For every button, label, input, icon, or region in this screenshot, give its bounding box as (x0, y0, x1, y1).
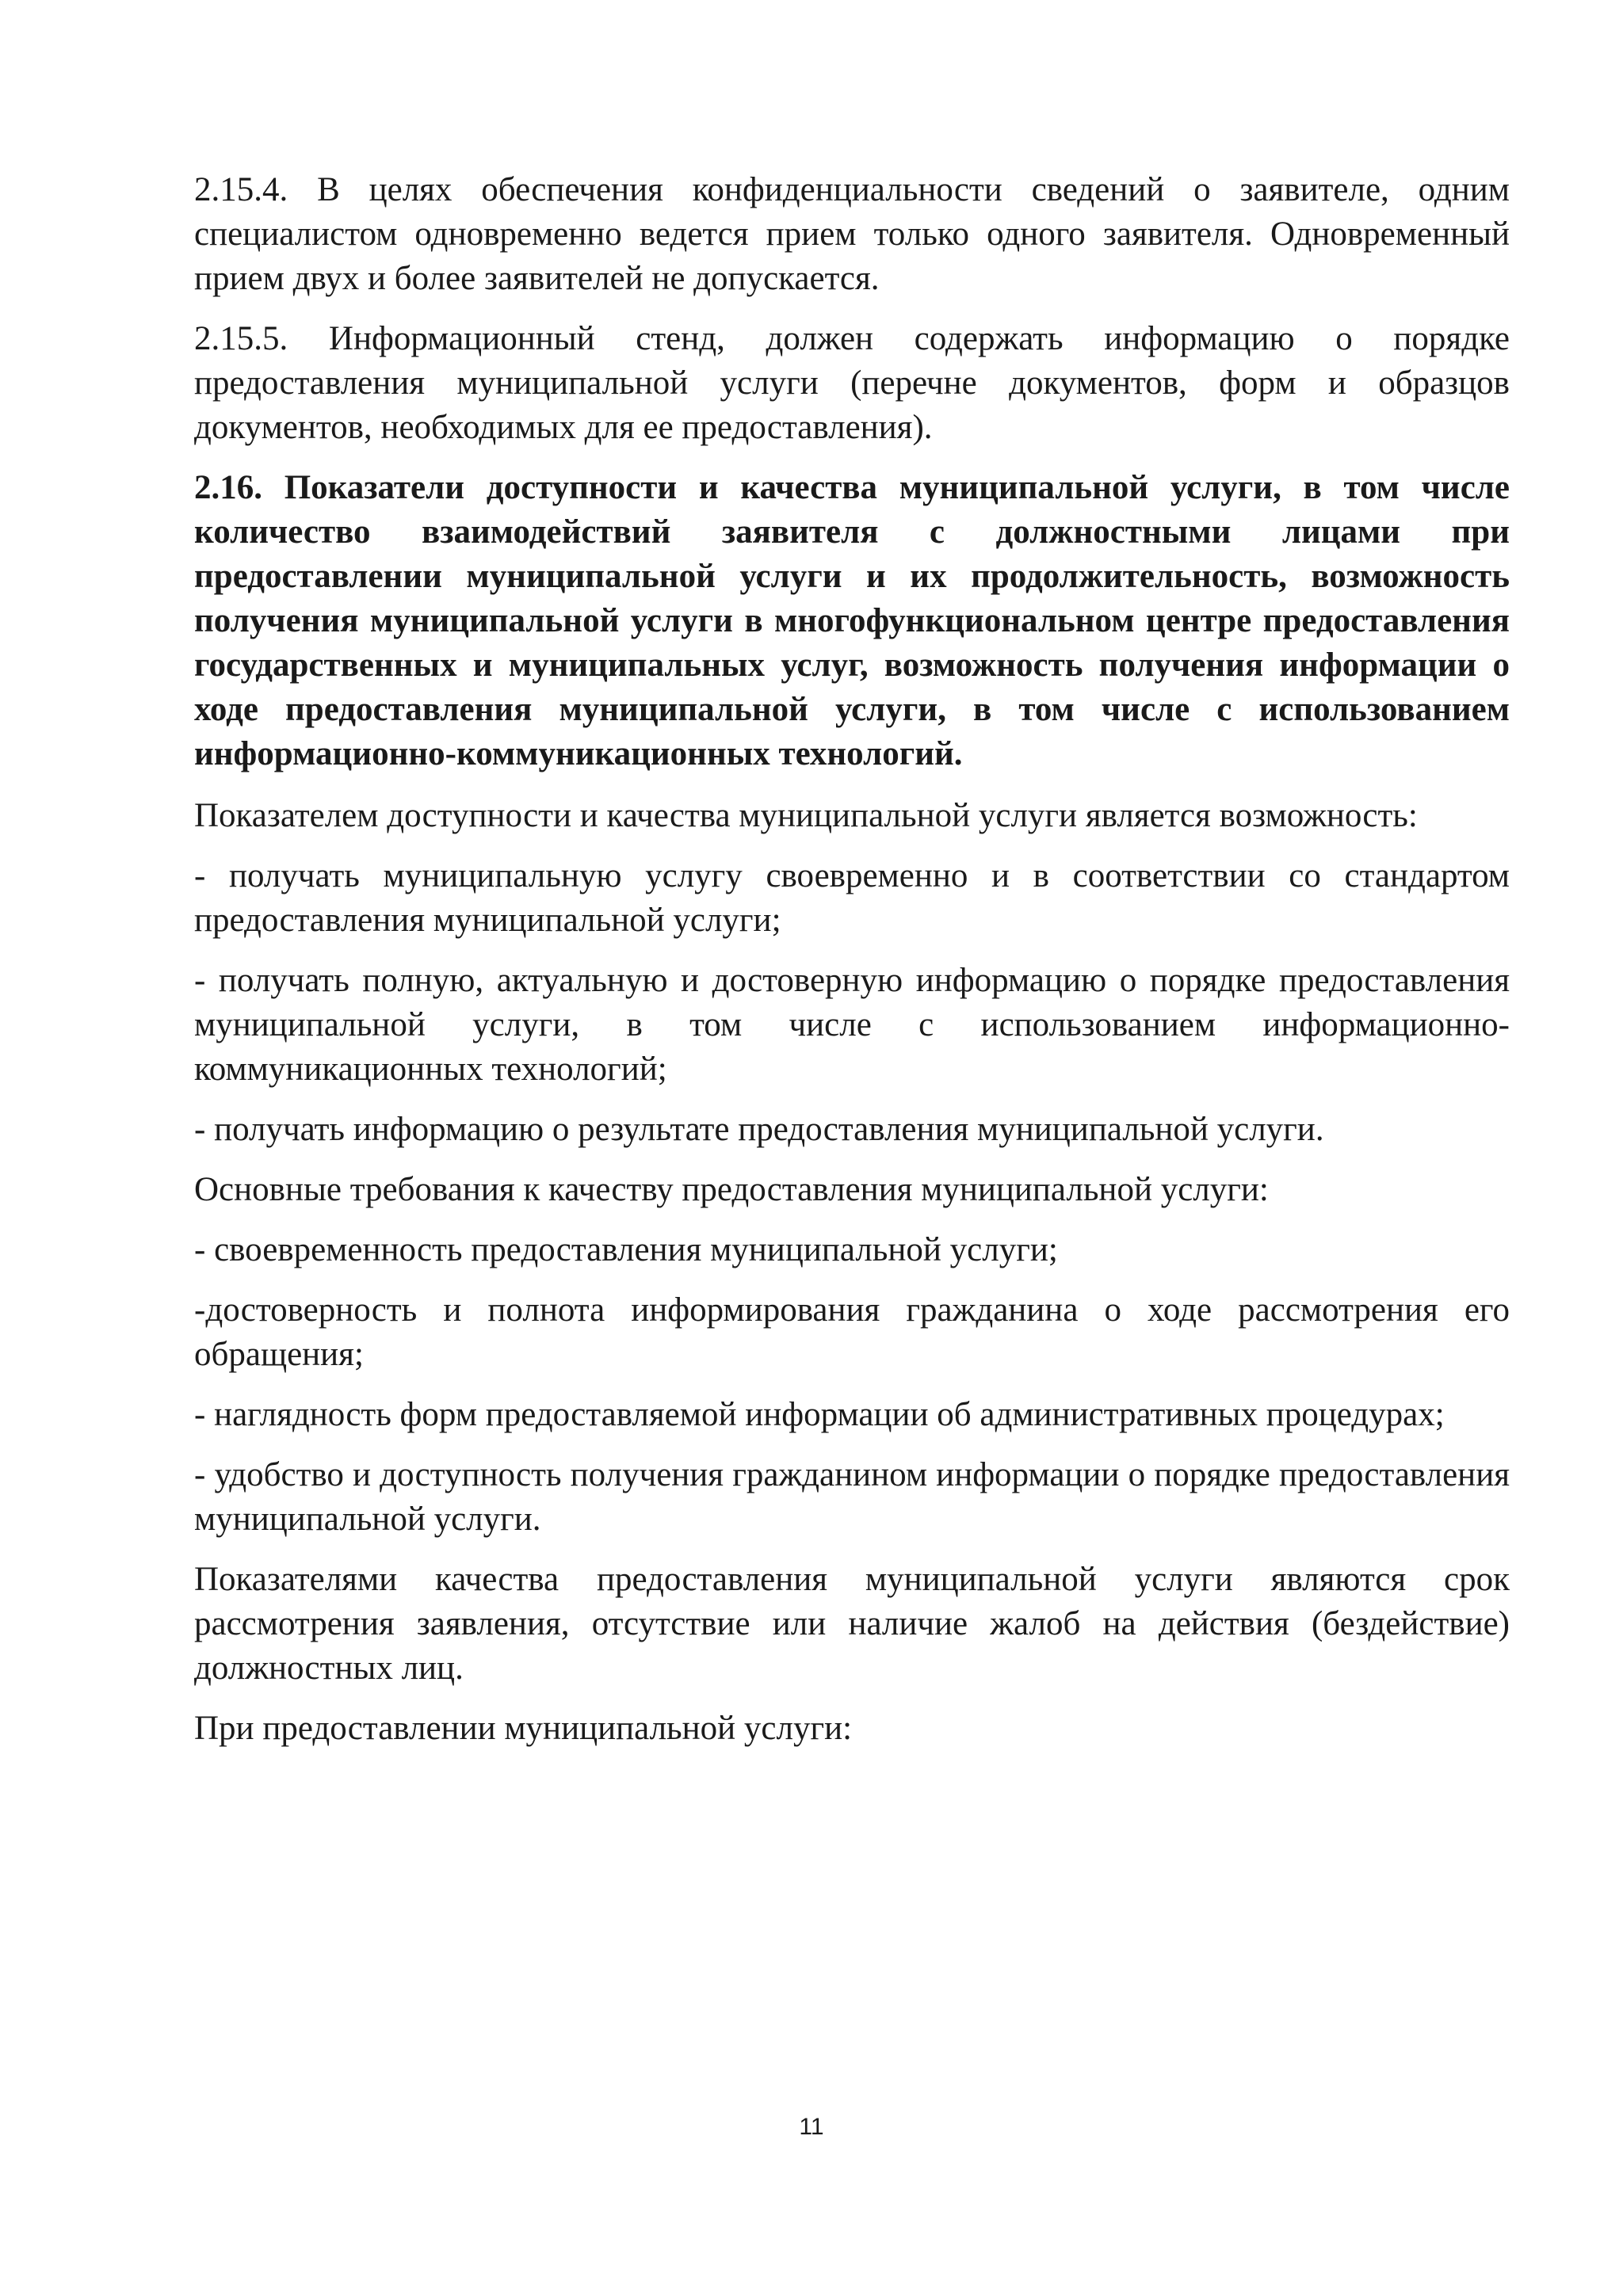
paragraph-quality-indicators: Показателями качества предоставления муниципальной услуги являются срок рассмотрения заявления, отсутствие или наличие жалоб на действия (бездействие) должностных лиц. (194, 1561, 1510, 1687)
paragraph-availability-indicator: Показателем доступности и качества муниципальной услуги является возможность: (194, 797, 1418, 834)
paragraph-2-15-5: 2.15.5. Информационный стенд, должен содержать информацию о порядке предоставления муниципальной услуги (перечне документов, форм и образцов документов, необходимых для ее предоставления). (194, 320, 1510, 446)
list-item-timeliness: - своевременность предоставления муниципальной услуги; (194, 1231, 1058, 1268)
document-body (194, 168, 1510, 1767)
list-item-full-information: - получать полную, актуальную и достоверную информацию о порядке предоставления муниципальной услуги, в том числе с использованием информационно-коммуникационных технологий; (194, 962, 1510, 1088)
paragraph-2-15-4: 2.15.4. В целях обеспечения конфиденциальности сведений о заявителе, одним специалистом одновременно ведется прием только одного заявителя. Одновременный прием двух и более заявителей не допускается. (194, 171, 1510, 297)
paragraph-quality-requirements: Основные требования к качеству предоставления муниципальной услуги: (194, 1171, 1269, 1208)
list-item-convenience: - удобство и доступность получения гражданином информации о порядке предоставления муниципальной услуги. (194, 1456, 1510, 1538)
list-item-timely-service: - получать муниципальную услугу своевременно и в соответствии со стандартом предоставления муниципальной услуги; (194, 857, 1510, 939)
list-item-visibility: - наглядность форм предоставляемой информации об административных процедурах; (194, 1396, 1445, 1433)
section-heading-2-16: 2.16. Показатели доступности и качества муниципальной услуги, в том числе количество взаимодействий заявителя с должностными лицами при предоставлении муниципальной услуги и их продолжительность, возможность получения муниципальной услуги в многофункциональном центре предоставления государственных и муниципальных услуг, возможность получения информации о ходе предоставления муниципальной услуги, в том числе с использованием информационно-коммуникационных технологий. (194, 469, 1510, 772)
page-number: 11 (799, 2114, 824, 2140)
list-item-reliability: -достоверность и полнота информирования гражданина о ходе рассмотрения его обращения; (194, 1291, 1510, 1373)
list-item-result-information: - получать информацию о результате предоставления муниципальной услуги. (194, 1111, 1324, 1148)
paragraph-when-providing: При предоставлении муниципальной услуги: (194, 1710, 853, 1747)
